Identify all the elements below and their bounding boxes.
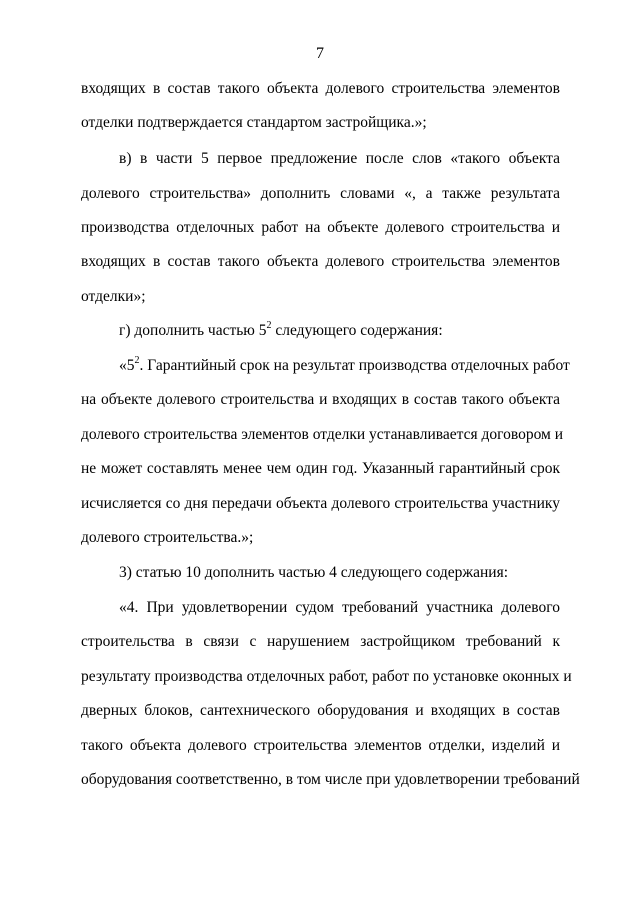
text-line: долевого строительства элементов отделки устанавливается договором и (81, 426, 564, 443)
text-line: входящих в состав такого объекта долевого строительства элементов (81, 253, 560, 270)
text-line: производства отделочных работ на объекте долевого строительства и (81, 219, 560, 236)
text-line: «4. При удовлетворении судом требований участника долевого (119, 599, 560, 616)
text-fragment: . Гарантийный срок на результат производства отделочных работ (139, 357, 570, 374)
superscript: 2 (266, 319, 272, 331)
text-line: в) в части 5 первое предложение после слов «такого объекта (119, 150, 560, 167)
text-line: не может составлять менее чем один год. Указанный гарантийный срок (81, 460, 560, 477)
text-line: на объекте долевого строительства и входящих в состав такого объекта (81, 391, 560, 408)
page-number: 7 (316, 45, 324, 62)
text-line: строительства в связи с нарушением застройщиком требований к (81, 633, 560, 650)
text-line: оборудования соответственно, в том числе при удовлетворении требований (81, 771, 580, 788)
text-line: долевого строительства» дополнить словами «, а также результата (81, 185, 560, 202)
text-fragment: «5 (119, 357, 135, 374)
superscript: 2 (134, 354, 140, 366)
text-fragment: следующего содержания: (271, 322, 443, 339)
text-line (119, 354, 570, 376)
text-line (119, 321, 560, 341)
text-line: результату производства отделочных работ, работ по установке оконных и (81, 668, 572, 685)
text-line: такого объекта долевого строительства элементов отделки, изделий и (81, 737, 560, 754)
text-line: исчисляется со дня передачи объекта долевого строительства участнику (81, 495, 560, 512)
text-line: долевого строительства.»; (81, 529, 254, 546)
text-line: 3) статью 10 дополнить частью 4 следующего содержания: (119, 564, 509, 581)
text-line: отделки подтверждается стандартом застройщика.»; (81, 114, 427, 131)
text-fragment: г) дополнить частью 5 (119, 322, 267, 339)
text-line: дверных блоков, сантехнического оборудования и входящих в состав (81, 702, 560, 719)
text-line: входящих в состав такого объекта долевого строительства элементов (81, 80, 560, 97)
text-line: отделки»; (81, 288, 146, 305)
